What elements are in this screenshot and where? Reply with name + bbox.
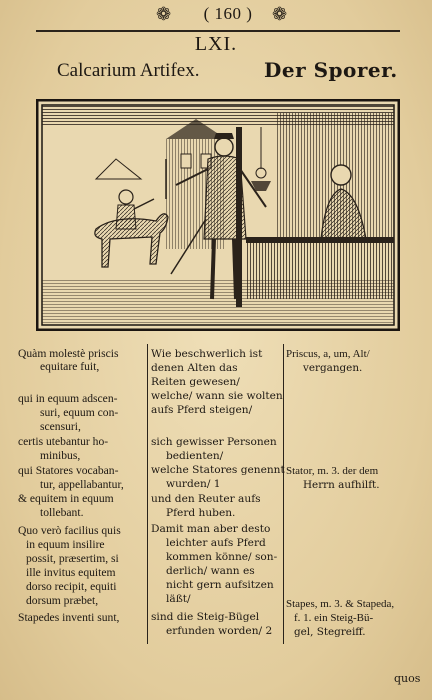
- note-line: Stator, m. 3. der dem: [286, 465, 379, 477]
- note-line: vergangen.: [303, 362, 363, 374]
- german-line: sich gewisser Personen: [151, 436, 277, 448]
- lesson-number: LXI.: [194, 33, 238, 55]
- latin-line: in equum insilire: [26, 538, 105, 551]
- german-line: Wie beschwerlich ist: [151, 348, 263, 360]
- german-line: nicht gern aufsitzen: [166, 579, 274, 591]
- german-line: welche/ wann sie wolten: [151, 390, 283, 402]
- catchword: quos: [394, 672, 421, 685]
- page-number: ( 160 ): [203, 4, 253, 23]
- german-line: kommen könne/ son-: [166, 551, 278, 563]
- german-line: leichter aufs Pferd: [166, 537, 266, 549]
- german-line: welche Statores genennt: [151, 464, 285, 476]
- latin-line: certis utebantur ho-: [18, 435, 109, 448]
- german-line: derlich/ wann es: [166, 565, 255, 577]
- header-rule: [36, 30, 400, 32]
- column-rule: [147, 344, 148, 644]
- german-line: wurden/ 1: [166, 478, 221, 490]
- german-line: erfunden worden/ 2: [166, 625, 273, 637]
- flower-ornament-icon: ❁: [156, 4, 172, 24]
- latin-line: Quàm molestè priscis: [18, 347, 119, 360]
- german-line: Pferd huben.: [166, 507, 236, 519]
- note-line: Stapes, m. 3. & Stapeda,: [286, 598, 395, 610]
- latin-line: Quo verò facilius quis: [18, 524, 121, 537]
- latin-line: qui in equum adscen-: [18, 392, 118, 405]
- german-line: aufs Pferd steigen/: [151, 404, 253, 416]
- german-line: und den Reuter aufs: [151, 493, 261, 505]
- latin-line: dorsum præbet,: [26, 594, 99, 607]
- german-title: Der Sporer.: [264, 58, 398, 82]
- column-rule: [283, 344, 284, 644]
- flower-ornament-icon: ❁: [272, 4, 288, 24]
- page-header: [0, 2, 432, 28]
- latin-line: tur, appellabantur,: [40, 478, 124, 491]
- latin-line: ille invitus equitem: [26, 566, 116, 579]
- latin-line: scensuri,: [40, 420, 81, 433]
- latin-line: & equitem in equum: [18, 492, 114, 505]
- latin-line: possit, præsertim, si: [26, 552, 119, 565]
- note-line: gel, Stegreiff.: [294, 626, 366, 638]
- note-line: Priscus, a, um, Alt/: [286, 348, 370, 360]
- note-line: Herrn aufhilft.: [303, 479, 380, 491]
- woodcut-illustration: [36, 99, 400, 331]
- latin-line: tollebant.: [40, 506, 84, 519]
- german-line: Damit man aber desto: [151, 523, 271, 535]
- latin-line: Stapedes inventi sunt,: [18, 611, 120, 624]
- german-line: sind die Steig-Bügel: [151, 611, 260, 623]
- german-line: bedienten/: [166, 450, 224, 462]
- german-line: Reiten gewesen/: [151, 376, 240, 388]
- note-line: f. 1. ein Steig-Bü-: [294, 612, 374, 624]
- latin-line: minibus,: [40, 449, 81, 462]
- latin-line: equitare fuit,: [40, 360, 100, 373]
- german-line: läßt/: [166, 593, 191, 605]
- latin-line: qui Statores vocaban-: [18, 464, 119, 477]
- german-line: denen Alten das: [151, 362, 238, 374]
- latin-line: dorso recipit, equiti: [26, 580, 117, 593]
- latin-line: suri, equum con-: [40, 406, 119, 419]
- latin-title: Calcarium Artifex.: [57, 60, 200, 81]
